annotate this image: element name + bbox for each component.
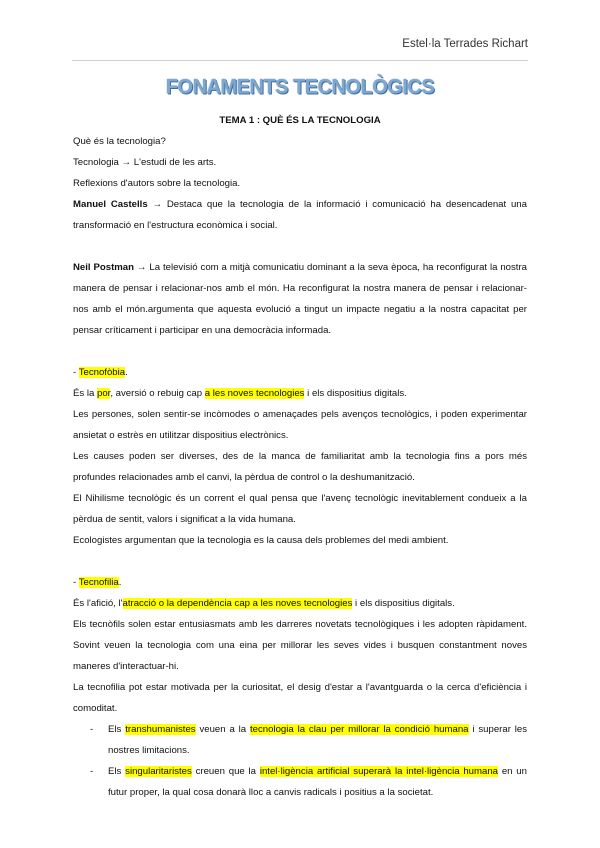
tecnofilia-bullet-list — [73, 719, 527, 803]
postman-name: Neil Postman — [73, 262, 135, 273]
bullet-text: Els — [108, 766, 126, 777]
bullet-text: Els — [108, 724, 126, 735]
bullet-text: creuen que la — [191, 766, 260, 777]
bullet-highlight: singularitaristes — [125, 766, 192, 777]
bullet-dash: - — [90, 766, 94, 777]
def-highlight: por — [97, 388, 111, 399]
def-text: i els dispositius digitals. — [304, 388, 407, 399]
list-item — [73, 761, 527, 803]
tecnofilia-paragraph-1: Els tecnòfils solen estar entusiasmats amb les darreres novetats tecnològiques i les adopten ràpidament. Sovint veuen la tecnologia com una eina per millorar les seves vides i busquen constantment noves maneres d'interactuar-hi. — [73, 619, 527, 672]
heading-prefix: - — [73, 577, 79, 588]
heading-prefix: - — [73, 367, 79, 378]
def-text: , aversió o rebuig cap — [110, 388, 205, 399]
intro-definition: Tecnologia → L'estudi de les arts. — [73, 157, 217, 168]
castells-paragraph — [73, 194, 527, 236]
bullet-highlight: intel·ligència artificial superarà la intel·ligència humana — [259, 766, 499, 777]
tecnofobia-paragraph-2: Les causes poden ser diverses, des de la manca de familiaritat amb la tecnologia fins a pors més profundes relacionades amb el canvi, la pèrdua de control o la deshumanització. — [73, 451, 527, 483]
def-highlight: a les noves tecnologies — [204, 388, 305, 399]
postman-text: → La televisió com a mitjà comunicatiu dominant a la seva època, ha reconfigurat la nostra manera de pensar i relacionar-nos amb el món. Ha reconfigurat la nostra manera de pensar i relacionar-nos amb el món.argumenta que aquesta evolució a tingut un impacte negatiu a la nostra capacitat per pensar críticament i participar en una democràcia informada. — [73, 262, 527, 336]
bullet-text: veuen a la — [195, 724, 250, 735]
def-highlight: atracció o la dependència cap a les noves tecnologies — [122, 598, 353, 609]
tecnofobia-paragraph-1: Les persones, solen sentir-se incòmodes o amenaçades pels avenços tecnològics, i poden experimentar ansietat o estrès en utilitzar dispositius electrònics. — [73, 409, 527, 441]
tecnofobia-paragraph-4: Ecologistes argumentan que la tecnologia es la causa dels problemes del medi ambient. — [73, 535, 449, 546]
tecnofilia-definition — [73, 593, 527, 614]
bullet-highlight: tecnologia la clau per millorar la condició humana — [250, 724, 469, 735]
bullet-text: en un futur proper, la qual cosa donarà lloc a canvis radicals i positius a la societat. — [108, 766, 527, 798]
intro-reflections: Reflexions d'autors sobre la tecnologia. — [73, 178, 241, 189]
tecnofobia-heading-text: Tecnofòbia — [78, 367, 126, 378]
bullet-text: i superar les nostres limitacions. — [108, 724, 528, 756]
header-divider — [72, 60, 528, 61]
section-subtitle: TEMA 1 : QUÈ ÉS LA TECNOLOGIA — [219, 115, 381, 126]
document-body — [73, 110, 527, 803]
tecnofilia-paragraph-2: La tecnofilia pot estar motivada per la curiositat, el desig d'estar a l'avantguarda o la cerca d'eficiència i comoditat. — [73, 682, 527, 714]
page-header-author: Estel·la Terrades Richart — [402, 38, 528, 50]
castells-name: Manuel Castells — [73, 199, 148, 210]
tecnofilia-heading-text: Tecnofilia — [78, 577, 119, 588]
document-title: FONAMENTS TECNOLÒGICS — [165, 75, 435, 99]
tecnofilia-heading — [73, 572, 527, 593]
heading-end: . — [125, 367, 128, 378]
bullet-highlight: transhumanistes — [125, 724, 196, 735]
def-text: És la — [73, 388, 97, 399]
def-text: És l'afició, l' — [73, 598, 123, 609]
heading-end: . — [118, 577, 122, 588]
list-item — [73, 719, 527, 761]
bullet-dash: - — [90, 724, 94, 735]
castells-text: → Destaca que la tecnologia de la informació i comunicació ha desencadenat una transformació en l'estructura econòmica i social. — [73, 199, 527, 231]
def-text: i els dispositius digitals. — [352, 598, 455, 609]
postman-paragraph — [73, 257, 527, 341]
tecnofobia-paragraph-3: El Nihilisme tecnològic és un corrent el qual pensa que l'avenç tecnològic inevitablement condueix a la pèrdua de sentit, valors i significat a la vida humana. — [73, 493, 527, 525]
intro-question: Què és la tecnologia? — [73, 136, 166, 147]
tecnofobia-heading — [73, 362, 527, 383]
tecnofobia-definition — [73, 383, 527, 404]
